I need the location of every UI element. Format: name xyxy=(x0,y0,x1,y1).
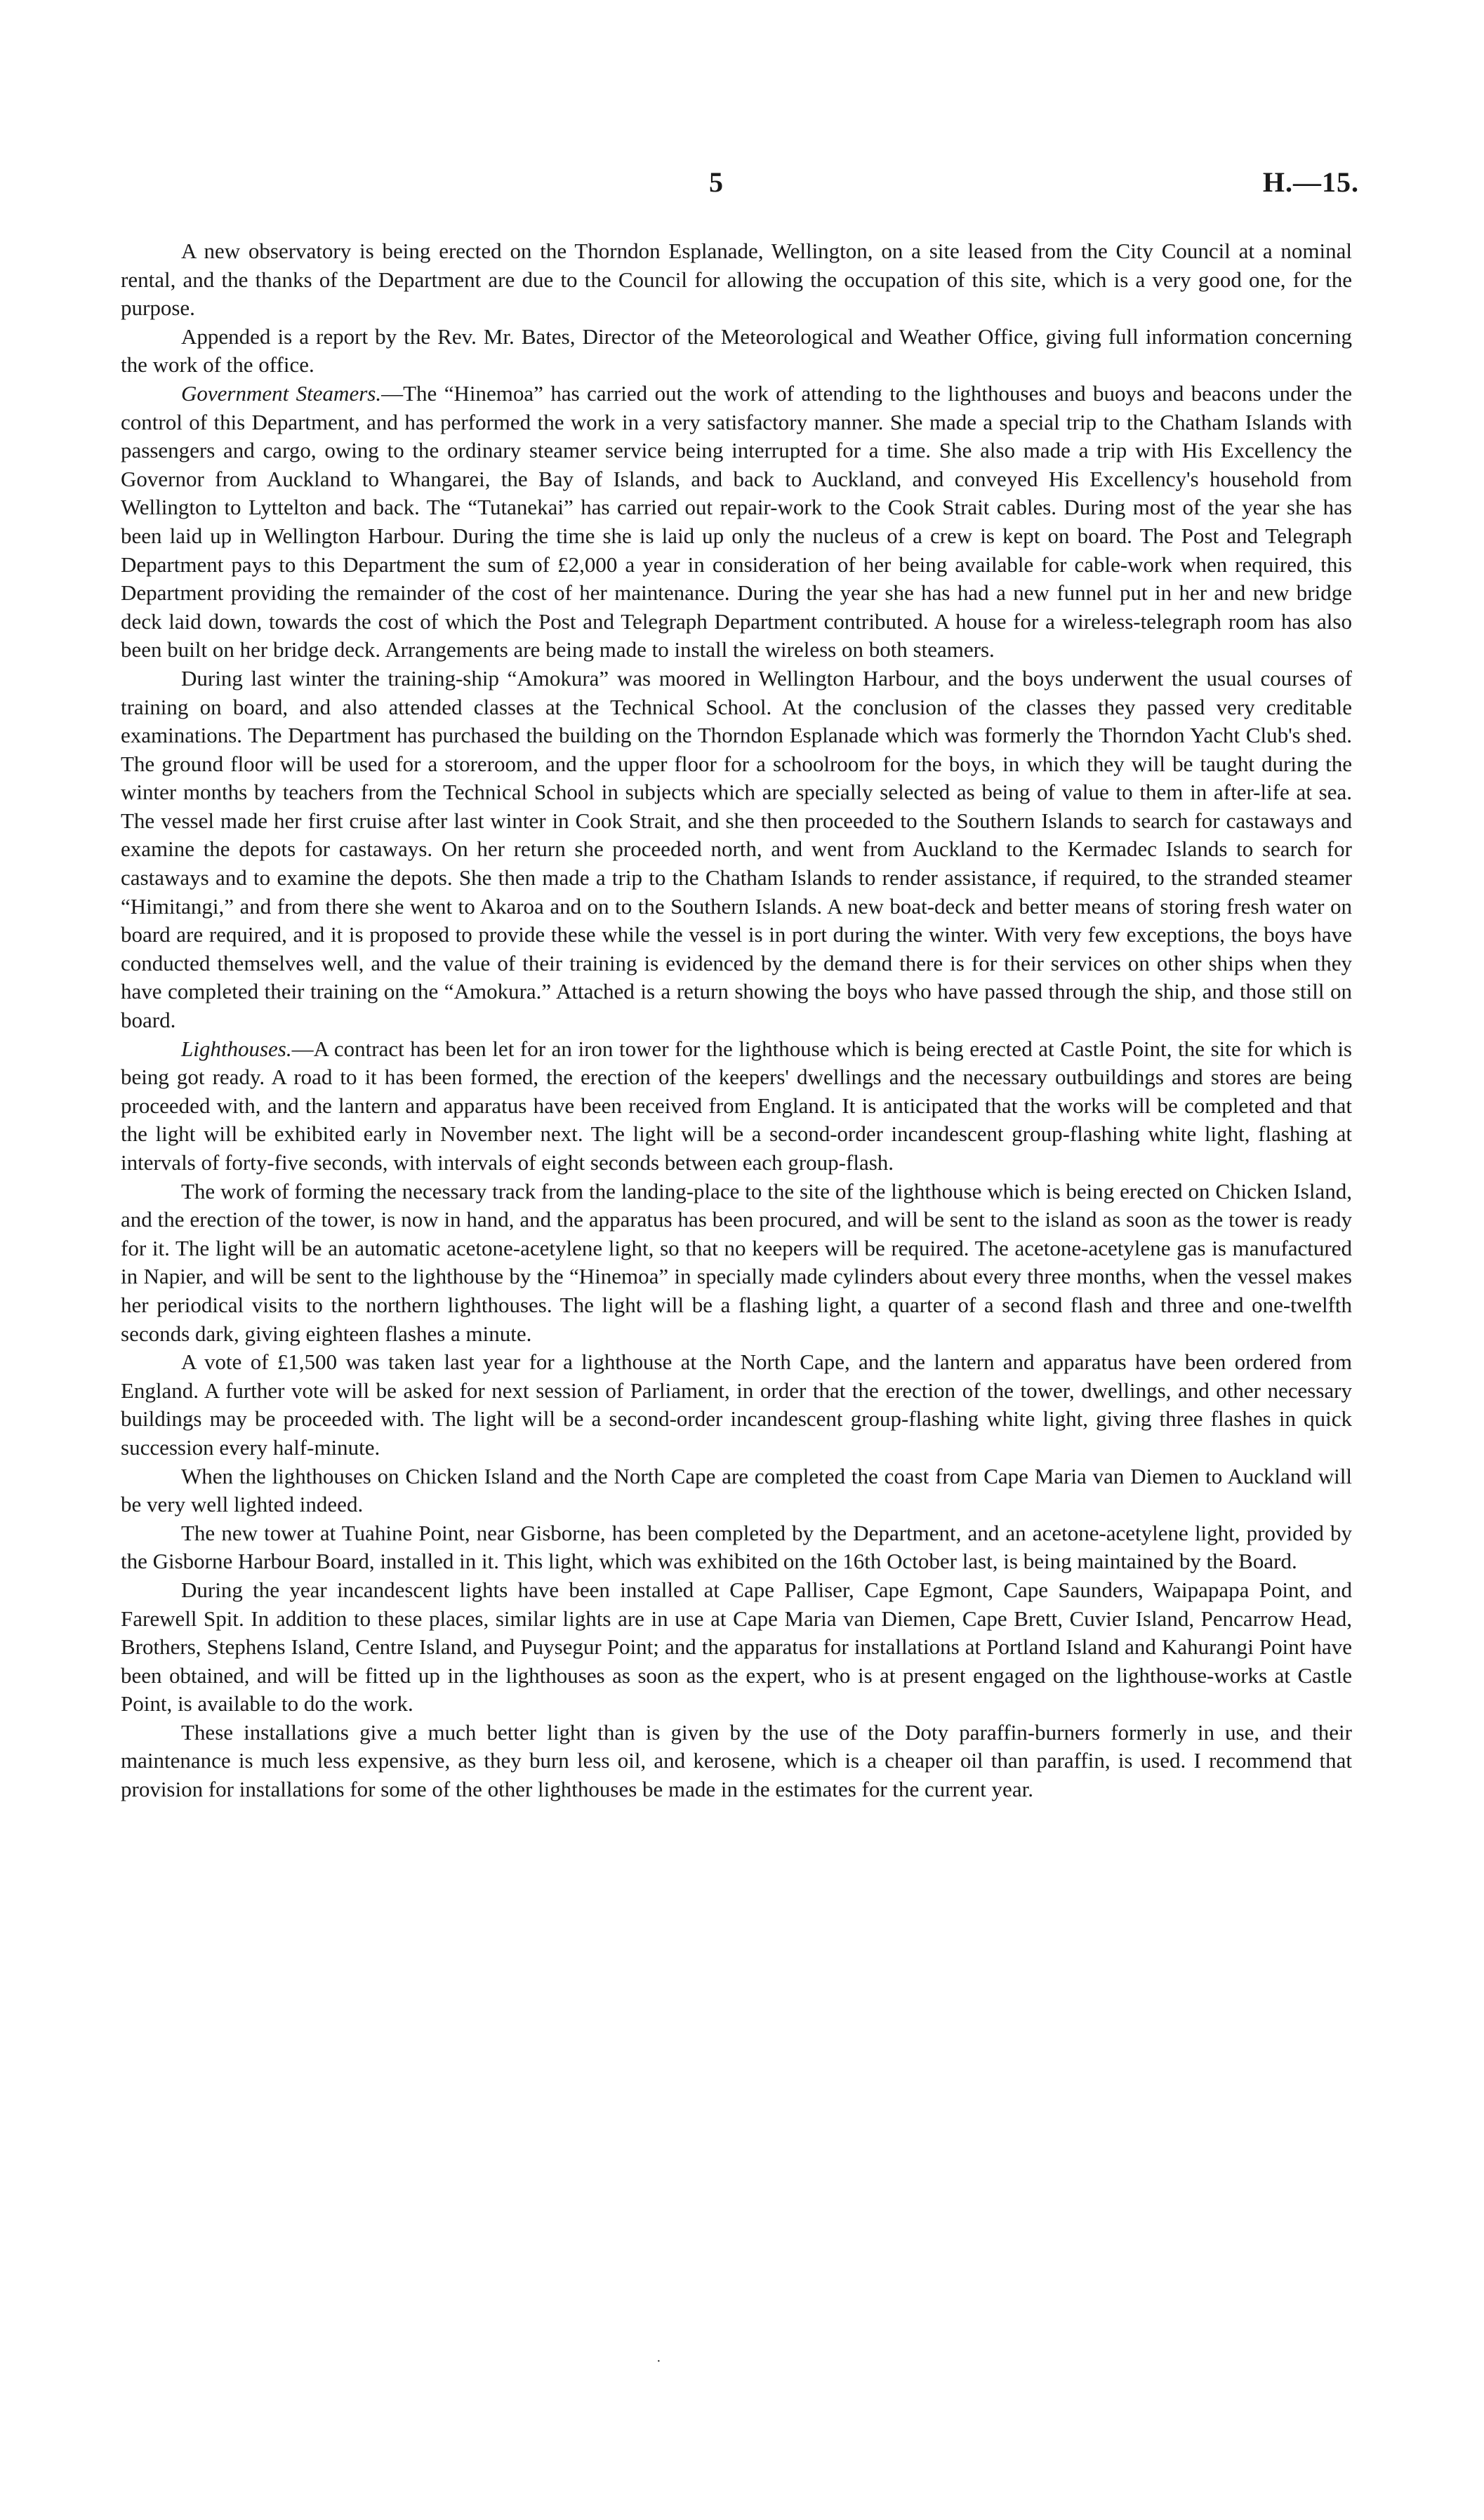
paragraph xyxy=(121,323,1352,380)
body-text xyxy=(121,237,1352,1804)
page-mark-dot: · xyxy=(656,2354,661,2369)
paragraph xyxy=(121,1462,1352,1519)
paragraph-text: The work of forming the necessary track from the landing-place to the site of the lighthouse which is being erected on Chicken Island, and the erection of the tower, is now in hand, and the apparatus has been procured, and will be sent to the island as soon as the tower is ready for it. The light will be an automatic acetone-acetylene light, so that no keepers will be required. The acetone-acetylene gas is manufactured in Napier, and will be sent to the lighthouse by the “Hinemoa” in specially made cylinders about every three months, when the vessel makes her periodical visits to the northern lighthouses. The light will be a flashing light, a quarter of a second flash and three and one-twelfth seconds dark, giving eighteen flashes a minute. xyxy=(121,1178,1352,1346)
paragraph-text: During the year incandescent lights have been installed at Cape Palliser, Cape Egmont, Cape Saunders, Waipapapa Point, and Farewell Spit. In addition to these places, similar lights are in use at Cape Maria van Diemen, Cape Brett, Cuvier Island, Pencarrow Head, Brothers, Stephens Island, Centre Island, and Puysegur Point; and the apparatus for installations at Portland Island and Kahurangi Point have been obtained, and will be fitted up in the lighthouses as soon as the expert, who is at present engaged on the lighthouse-works at Castle Point, is available to do the work. xyxy=(121,1577,1352,1716)
paragraph xyxy=(121,665,1352,1035)
paragraph xyxy=(121,1576,1352,1719)
paragraph-heading: Lighthouses. xyxy=(181,1036,292,1061)
paragraph xyxy=(121,1178,1352,1349)
page-number: 5 xyxy=(709,166,723,198)
document-reference: H.—15. xyxy=(1262,166,1359,198)
page-header xyxy=(0,166,1484,208)
paragraph-text: When the lighthouses on Chicken Island and the North Cape are completed the coast from Cape Maria van Diemen to Auckland will be very well lighted indeed. xyxy=(121,1463,1352,1517)
paragraph-text: The new tower at Tuahine Point, near Gisborne, has been completed by the Department, and an acetone-acetylene light, provided by the Gisborne Harbour Board, installed in it. This light, which was exhibited on the 16th October last, is being maintained by the Board. xyxy=(121,1520,1352,1574)
paragraph-text: These installations give a much better light than is given by the use of the Doty paraffin-burners formerly in use, and their maintenance is much less expensive, as they burn less oil, and kerosene, which is a cheaper oil than paraffin, is used. I recommend that provision for installations for some of the other lighthouses be made in the estimates for the current year. xyxy=(121,1719,1352,1802)
paragraph xyxy=(121,1348,1352,1462)
paragraph-text: —A contract has been let for an iron tower for the lighthouse which is being erected at Castle Point, the site for which is being got ready. A road to it has been formed, the erection of the keepers' dwellings and the necessary outbuildings and stores are being proceeded with, and the lantern and apparatus have been received from England. It is anticipated that the works will be completed and that the light will be exhibited early in November next. The light will be a second-order incandescent group-flashing white light, flashing at intervals of forty-five seconds, with intervals of eight seconds between each group-flash. xyxy=(121,1036,1352,1175)
paragraph xyxy=(121,1035,1352,1178)
paragraph xyxy=(121,237,1352,323)
paragraph xyxy=(121,380,1352,665)
paragraph xyxy=(121,1719,1352,1804)
paragraph-text: During last winter the training-ship “Amokura” was moored in Wellington Harbour, and the boys underwent the usual courses of training on board, and also attended classes at the Technical School. At the conclusion of the classes they passed very creditable examinations. The Department has purchased the building on the Thorndon Esplanade which was formerly the Thorndon Yacht Club's shed. The ground floor will be used for a storeroom, and the upper floor for a schoolroom for the boys, in which they will be taught during the winter months by teachers from the Technical School in subjects which are specially selected as being of value to them in after-life at sea. The vessel made her first cruise after last winter in Cook Strait, and she then proceeded to the Southern Islands to search for castaways and examine the depots for castaways. On her return she proceeded north, and went from Auckland to the Kermadec Islands to search for castaways and to examine the depots. She then made a trip to the Chatham Islands to render assistance, if required, to the stranded steamer “Himitangi,” and from there she went to Akaroa and on to the Southern Islands. A new boat-deck and better means of storing fresh water on board are required, and it is proposed to provide these while the vessel is in port during the winter. With very few exceptions, the boys have conducted themselves well, and the value of their training is evidenced by the demand there is for their services on other ships when they have completed their training on the “Amokura.” Attached is a return showing the boys who have passed through the ship, and those still on board. xyxy=(121,665,1352,1033)
paragraph-heading: Government Steamers. xyxy=(181,380,382,406)
paragraph xyxy=(121,1519,1352,1576)
paragraph-text: A vote of £1,500 was taken last year for a lighthouse at the North Cape, and the lantern and apparatus have been ordered from England. A further vote will be asked for next session of Parliament, in order that the erection of the tower, dwellings, and other necessary buildings may be proceeded with. The light will be a second-order incandescent group-flashing white light, giving three flashes in quick succession every half-minute. xyxy=(121,1349,1352,1460)
paragraph-text: Appended is a report by the Rev. Mr. Bates, Director of the Meteorological and Weather Office, giving full information concerning the work of the office. xyxy=(121,324,1352,378)
paragraph-text: —The “Hinemoa” has carried out the work of attending to the lighthouses and buoys and beacons under the control of this Department, and has performed the work in a very satisfactory manner. She made a special trip to the Chatham Islands with passengers and cargo, owing to the ordinary steamer service being interrupted for a time. She also made a trip with His Excellency the Governor from Auckland to Whangarei, the Bay of Islands, and back to Auckland, and conveyed His Excellency's household from Wellington to Lyttelton and back. The “Tutanekai” has carried out repair-work to the Cook Strait cables. During most of the year she has been laid up in Wellington Harbour. During the time she is laid up only the nucleus of a crew is kept on board. The Post and Telegraph Department pays to this Department the sum of £2,000 a year in consideration of her being available for cable-work when required, this Department providing the remainder of the cost of her maintenance. During the year she has had a new funnel put in her and new bridge deck laid down, towards the cost of which the Post and Telegraph Department contributed. A house for a wireless-telegraph room has also been built on her bridge deck. Arrangements are being made to install the wireless on both steamers. xyxy=(121,380,1352,662)
paragraph-text: A new observatory is being erected on the Thorndon Esplanade, Wellington, on a site leased from the City Council at a nominal rental, and the thanks of the Department are due to the Council for allowing the occupation of this site, which is a very good one, for the purpose. xyxy=(121,239,1352,321)
